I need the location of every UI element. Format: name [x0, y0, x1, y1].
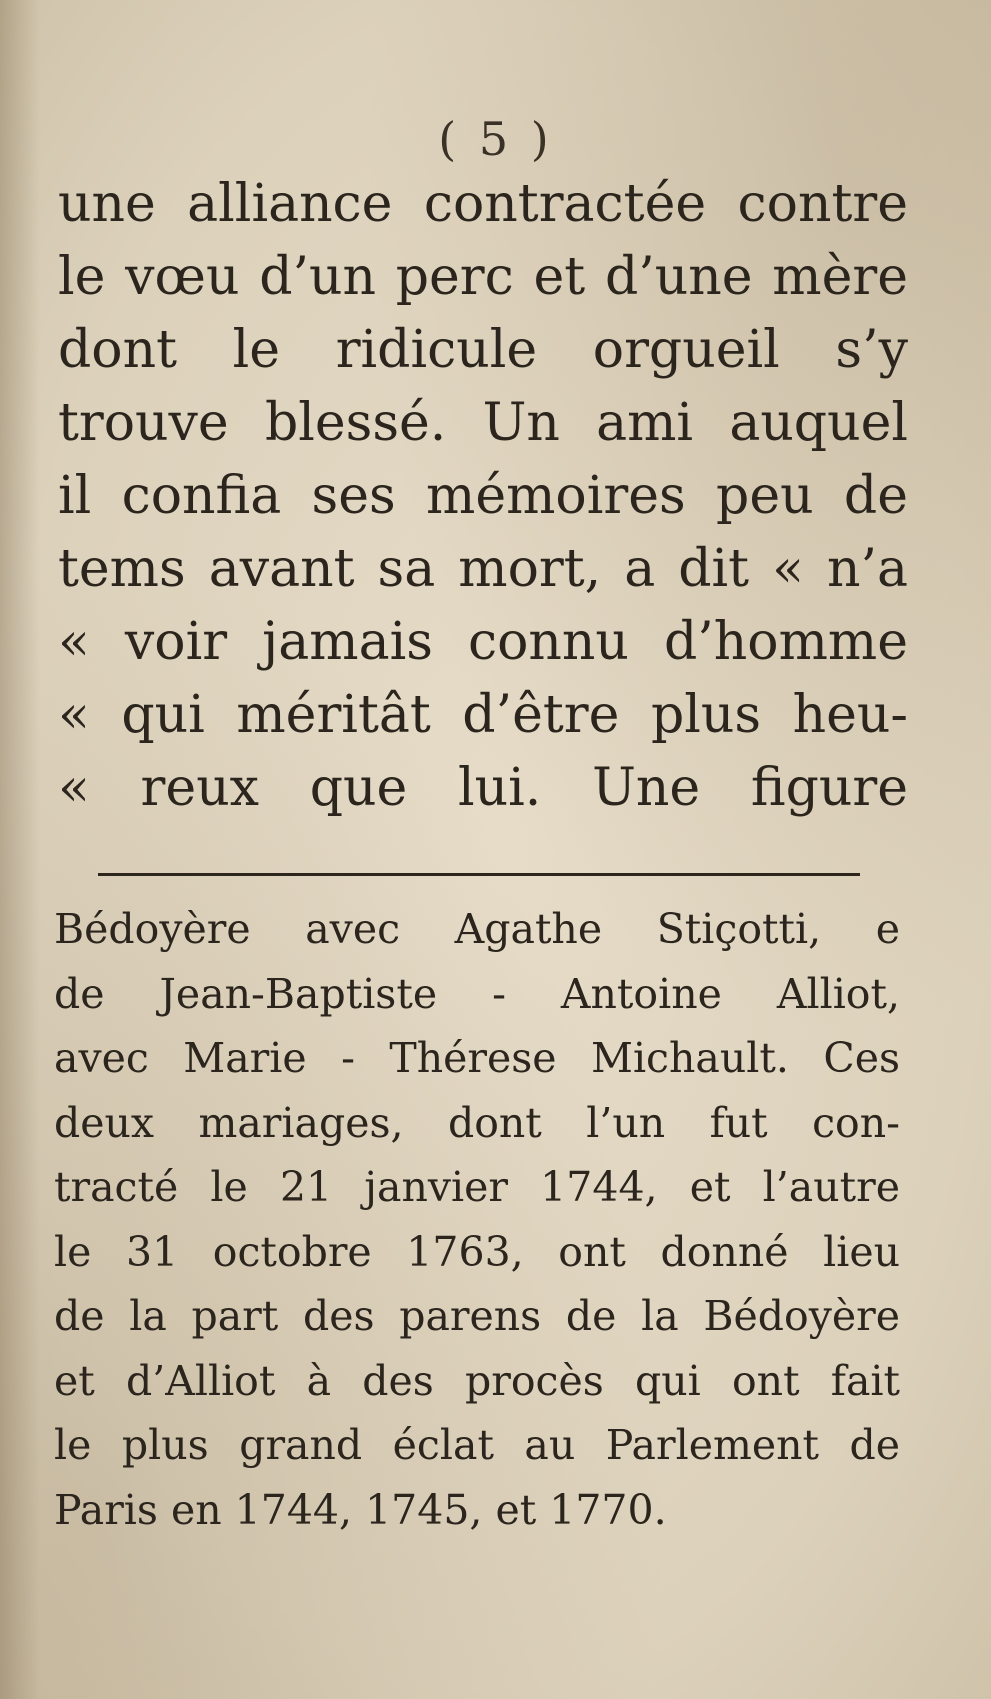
main-text-line: il confia ses mémoires peu de — [58, 466, 908, 526]
footnote-line: avec Marie - Thérese Michault. Ces — [54, 1034, 900, 1082]
footnote-line: et d’Alliot à des procès qui ont fait — [54, 1356, 900, 1405]
footnote-divider — [98, 873, 860, 876]
page-number: ( 5 ) — [438, 112, 553, 166]
binding-shadow — [0, 0, 40, 1699]
main-text-line: une alliance contractée contre — [58, 174, 908, 234]
footnote-line: deux mariages, dont l’un fut con- — [54, 1098, 900, 1147]
main-text-line: tems avant sa mort, a dit « n’a — [58, 539, 908, 599]
footnote-block — [54, 897, 900, 1542]
main-text-line: « voir jamais connu d’homme — [58, 612, 908, 672]
main-text-line: le vœu d’un perc et d’une mère — [58, 247, 908, 307]
footnote-line: de la part des parens de la Bédoyère — [54, 1292, 900, 1340]
footnote-line: de Jean-Baptiste - Antoine Alliot, — [54, 969, 900, 1018]
footnote-line: Bédoyère avec Agathe Stiçotti, e — [54, 905, 900, 953]
footnote-line: Paris en 1744, 1745, et 1770. — [54, 1485, 667, 1534]
main-text-line: « qui méritât d’être plus heu- — [58, 685, 908, 745]
footnote-line: le 31 octobre 1763, ont donné lieu — [54, 1227, 900, 1276]
main-text-line: trouve blessé. Un ami auquel — [58, 393, 908, 453]
main-text-block — [58, 168, 908, 825]
main-text-line: « reux que lui. Une figure — [58, 758, 908, 818]
main-text-line: dont le ridicule orgueil s’y — [58, 320, 908, 380]
footnote-line: tracté le 21 janvier 1744, et l’autre — [54, 1163, 900, 1211]
footnote-line: le plus grand éclat au Parlement de — [54, 1421, 900, 1469]
